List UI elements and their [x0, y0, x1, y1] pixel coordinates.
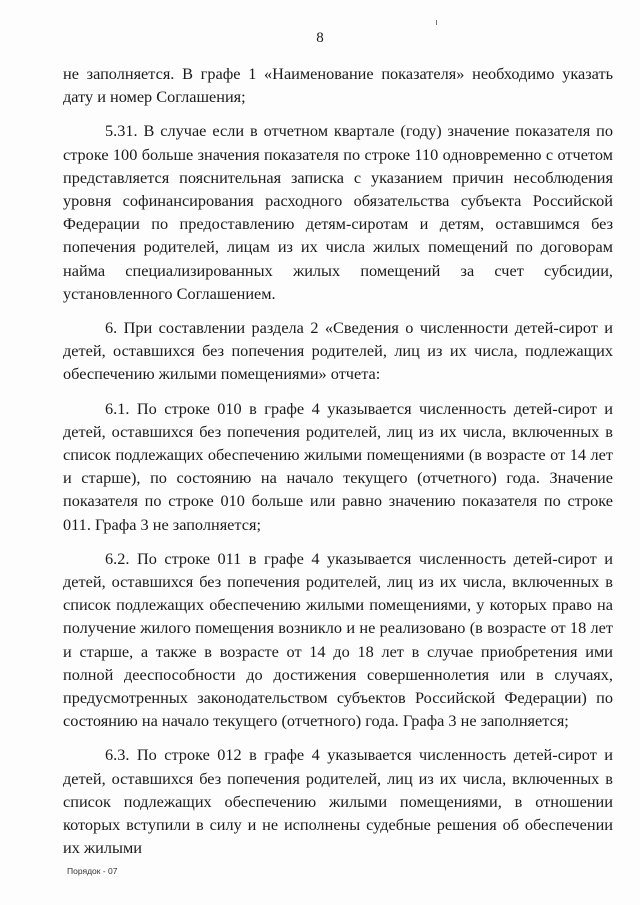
paragraph-6-3: 6.3. По строке 012 в графе 4 указывается численность детей-сирот и детей, оставшихся без попечения родителей, лиц из их числа, включенных в список подлежащих обеспечению жилыми помещениями, в отношении которых вступили в силу и не исполнены судебные решения об обеспечении их жилыми	[63, 745, 613, 858]
page-number: 8	[316, 30, 324, 46]
paragraph-continuation: не заполняется. В графе 1 «Наименование показателя» необходимо указать дату и номер Соглашения;	[63, 64, 613, 107]
paragraph-6-2: 6.2. По строке 011 в графе 4 указывается численность детей-сирот и детей, оставшихся без попечения родителей, лиц из их числа, включенных в список подлежащих обеспечению жилыми помещениями, у которых право на получение жилого помещения возникло и не реализовано (в возрасте от 18 лет и старше, а также в возрасте от 14 до 18 лет в случае приобретения ими полной дееспособности до достижения совершеннолетия или в случаях, предусмотренных законодательством субъектов Российской Федерации) по состоянию на начало текущего (отчетного) года. Графа 3 не заполняется;	[63, 548, 613, 731]
paragraph-5-31: 5.31. В случае если в отчетном квартале (году) значение показателя по строке 100 больше значения показателя по строке 110 одновременно с отчетом представляется пояснительная записка с указанием причин несоблюдения уровня софинансирования расходного обязательства субъекта Российской Федерации по предоставлению детям-сиротам и детям, оставшимся без попечения родителей, лицам из их числа жилых помещений по договорам найма специализированных жилых помещений за счет субсидии, установленного Соглашением.	[63, 121, 613, 303]
scan-mark	[436, 20, 437, 25]
footer-label: Порядок - 07	[67, 866, 118, 876]
document-body	[63, 62, 613, 860]
paragraph-6-1: 6.1. По строке 010 в графе 4 указывается численность детей-сирот и детей, оставшихся без попечения родителей, лиц из их числа, включенных в список подлежащих обеспечению жилыми помещениями (в возрасте от 14 лет и старше), по состоянию на начало текущего (отчетного) года. Значение показателя по строке 010 больше или равно значению показателя по строке 011. Графа 3 не заполняется;	[63, 398, 613, 534]
paragraph-6: 6. При составлении раздела 2 «Сведения о численности детей-сирот и детей, оставшихся без попечения родителей, лиц из их числа, подлежащих обеспечению жилыми помещениями» отчета:	[63, 318, 613, 384]
